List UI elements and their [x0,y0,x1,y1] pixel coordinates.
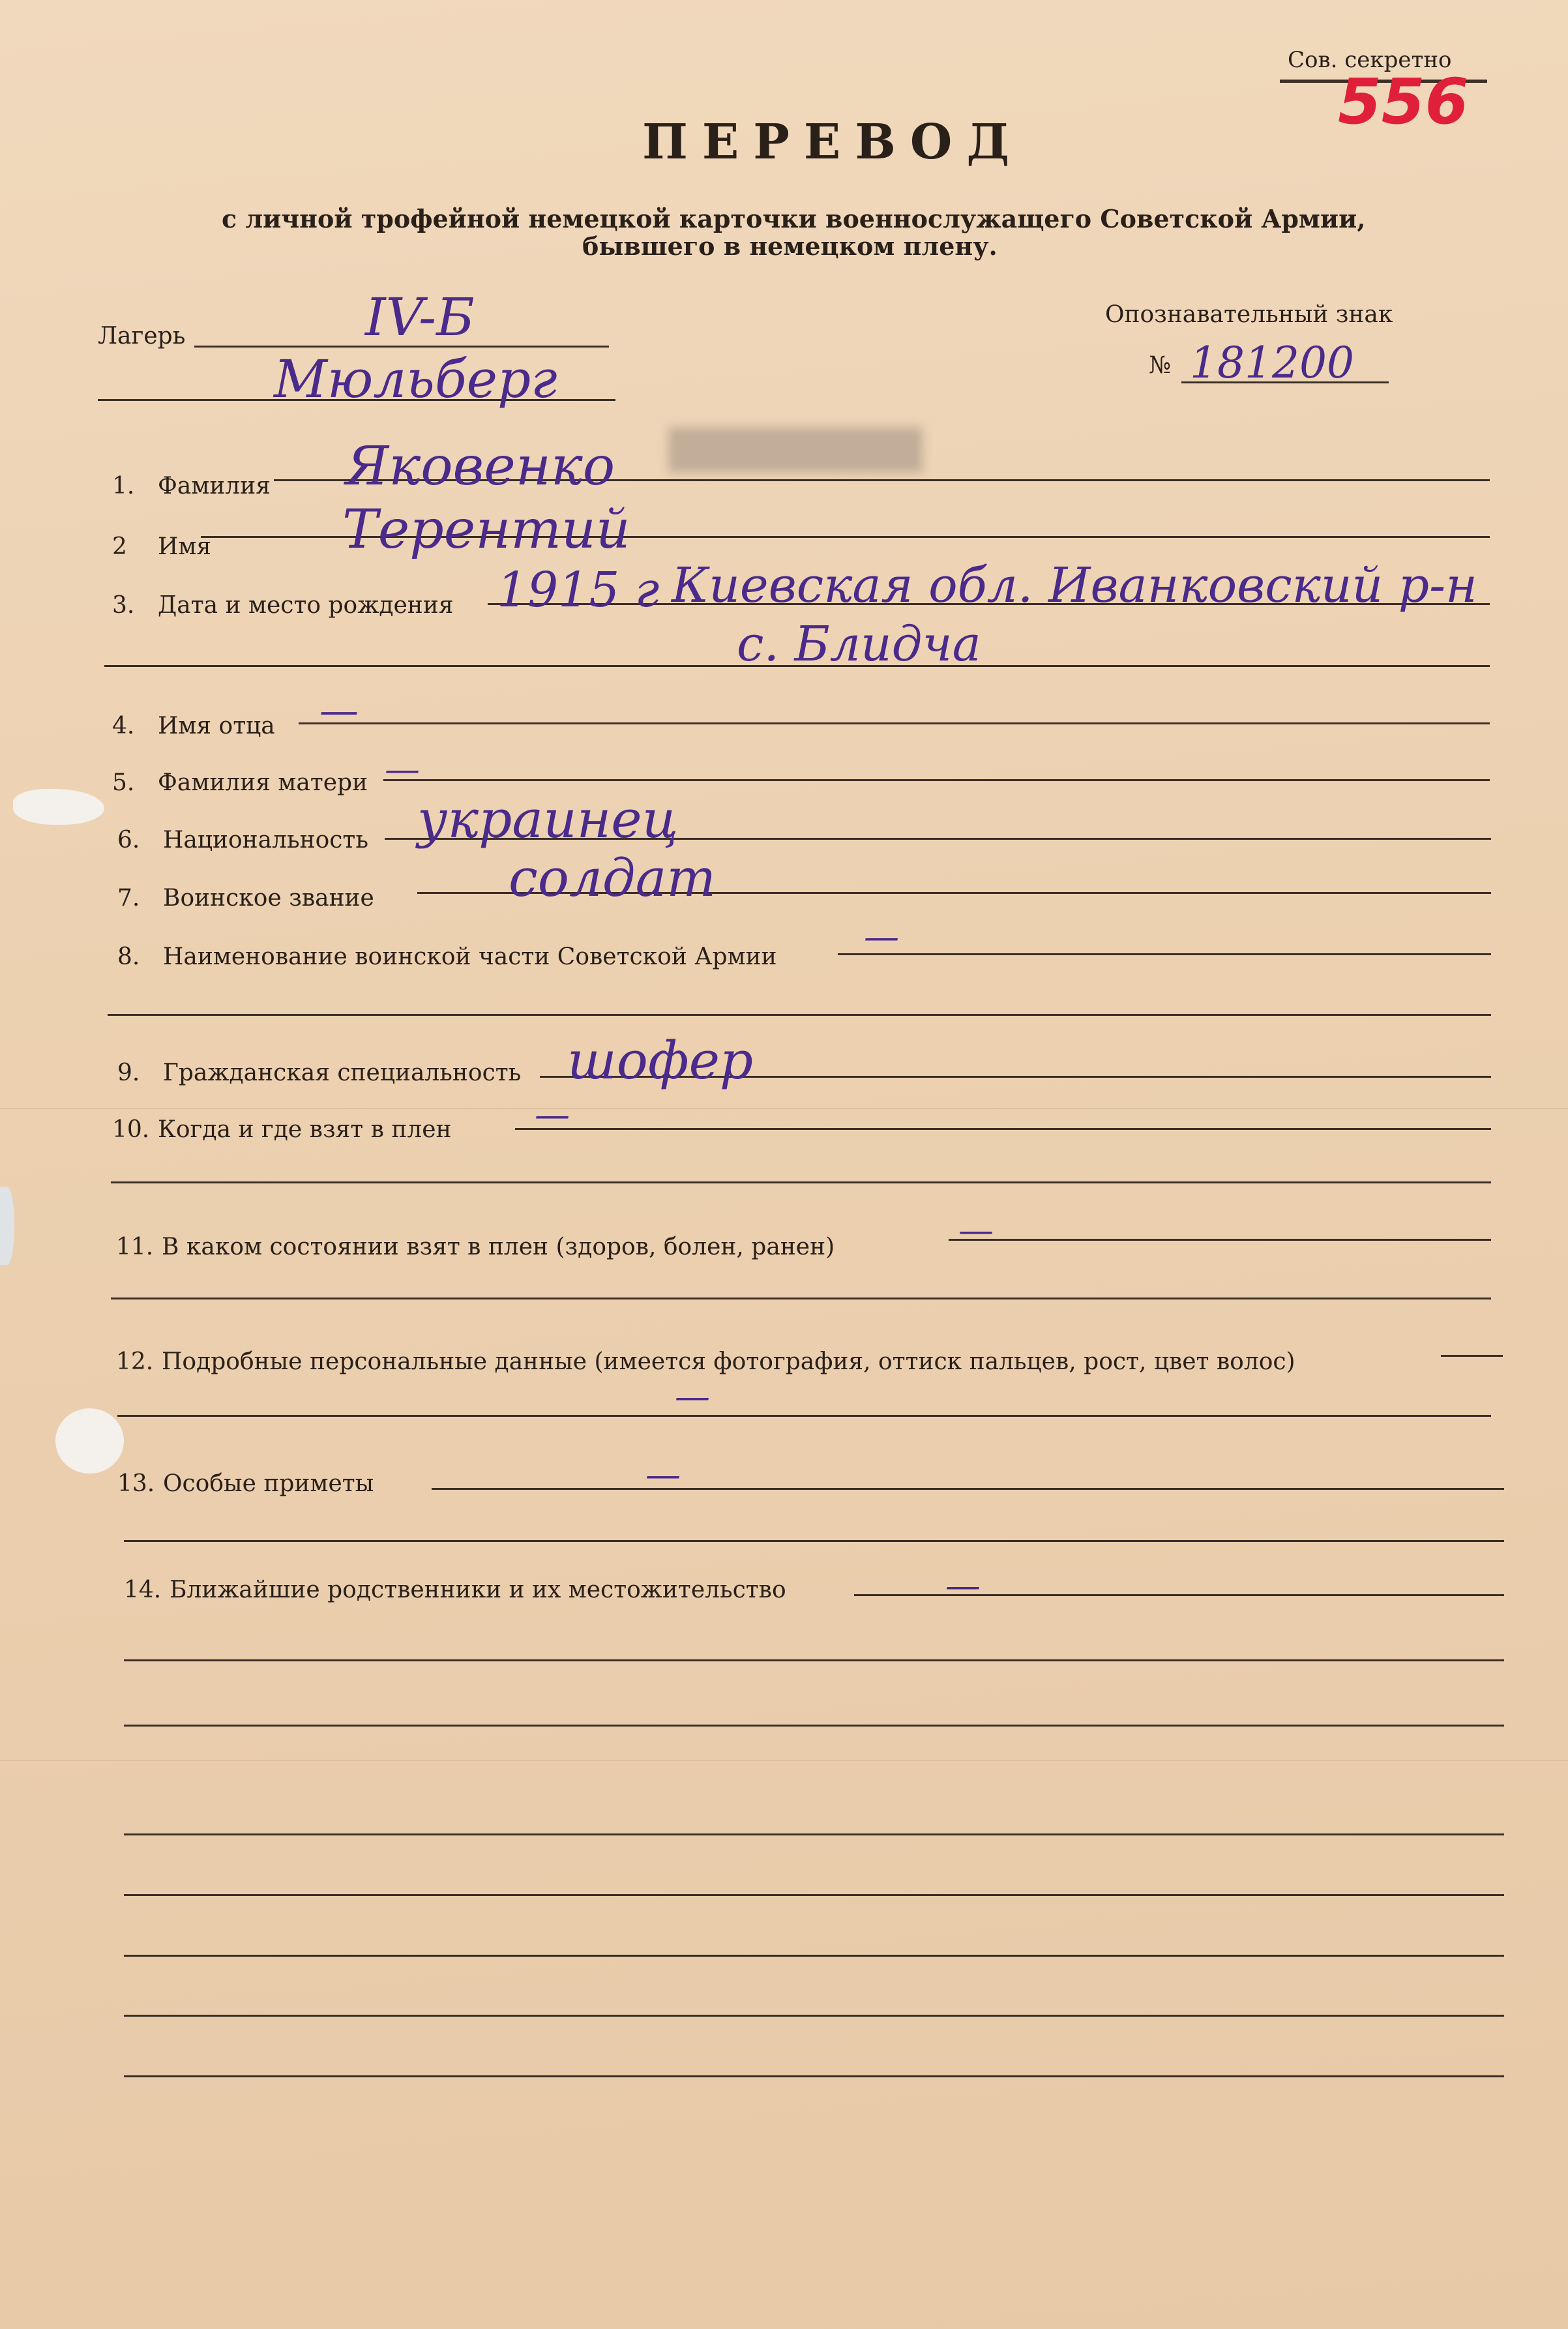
field-7-value: солдат [509,848,717,908]
punch-hole [55,1408,124,1474]
subtitle-line-1: с личной трофейной немецкой карточки военнослужащего Советской Армии, [222,204,1366,233]
field-13-label: 13. Особые приметы [117,1470,374,1497]
camp-label: Лагерь [98,323,186,349]
field-10-label: 10. Когда и где взят в плен [112,1116,452,1143]
blank-line [124,2015,1504,2017]
field-7-label: 7. Воинское звание [117,885,374,912]
id-tag-label: Опознавательный знак [1105,301,1393,328]
id-tag-number: 181200 [1190,338,1354,388]
fold-line [0,1108,1568,1109]
field-4-value: — [319,688,359,734]
field-13-line [432,1488,1504,1490]
field-3-label: 3. Дата и место рождения [112,592,454,619]
field-8-line-2 [108,1014,1491,1016]
field-6-value: украинец [417,789,679,850]
field-2-value: Терентий [342,499,630,561]
field-2-label: 2 Имя [112,533,212,560]
field-3-value-3: с. Блидча [737,616,981,672]
field-3-value-2: Киевская обл. Иванковский р-н [672,557,1477,614]
field-9-value: шофер [567,1030,754,1091]
camp-value-1: IV-Б [365,287,475,348]
field-12-value: — [675,1376,710,1417]
field-11-line [949,1239,1491,1241]
field-4-label: 4. Имя отца [112,713,275,739]
field-10-value: — [535,1094,570,1135]
field-5-value: — [385,749,420,790]
blank-line [124,1659,1504,1661]
field-9-label: 9. Гражданская специальность [117,1060,522,1086]
blank-line [124,2075,1504,2077]
field-1-label: 1. Фамилия [112,473,271,499]
classification-label: Сов. секретно [1288,47,1452,73]
field-1-value: Яковенко [346,436,615,497]
paper-tear [13,789,104,825]
field-6-label: 6. Национальность [117,827,368,853]
field-8-value: — [864,916,899,957]
camp-value-2: Мюльберг [274,349,557,409]
field-5-label: 5. Фамилия матери [112,769,368,796]
field-12-label: 12. Подробные персональные данные (имеется фотография, оттиск пальцев, рост, цвет волос) [116,1348,1295,1375]
blank-line [124,1833,1504,1835]
red-stamp-number: 556 [1338,65,1469,138]
edge-damage [0,1187,14,1265]
field-13-value: — [645,1454,681,1495]
field-10-line [515,1128,1491,1130]
field-10-line-2 [111,1181,1491,1183]
field-11-line-2 [111,1298,1491,1299]
field-8-label: 8. Наименование воинской части Советской Армии [117,943,777,970]
blank-line [124,1725,1504,1727]
field-14-label: 14. Ближайшие родственники и их местожительство [124,1577,786,1603]
blank-line [124,1894,1504,1896]
ink-smudge [668,427,923,473]
field-4-line [299,722,1490,724]
field-13-line-2 [124,1540,1504,1542]
id-tag-prefix: № [1149,352,1172,379]
field-14-value: — [945,1565,981,1606]
field-8-line [838,953,1491,955]
field-12-line [1441,1355,1503,1357]
field-11-value: — [958,1209,994,1251]
blank-line [124,1955,1504,1957]
field-5-line [383,779,1490,781]
field-12-line-2 [117,1415,1491,1417]
fold-line [0,1760,1568,1761]
page-title: ПЕРЕВОД [642,114,1024,170]
id-tag-line [1181,381,1389,383]
field-3-line-2 [104,665,1490,667]
field-11-label: 11. В каком состоянии взят в плен (здоров, болен, ранен) [116,1234,835,1260]
field-3-value: 1915 г [497,562,660,618]
subtitle-line-2: бывшего в немецком плену. [582,231,998,261]
